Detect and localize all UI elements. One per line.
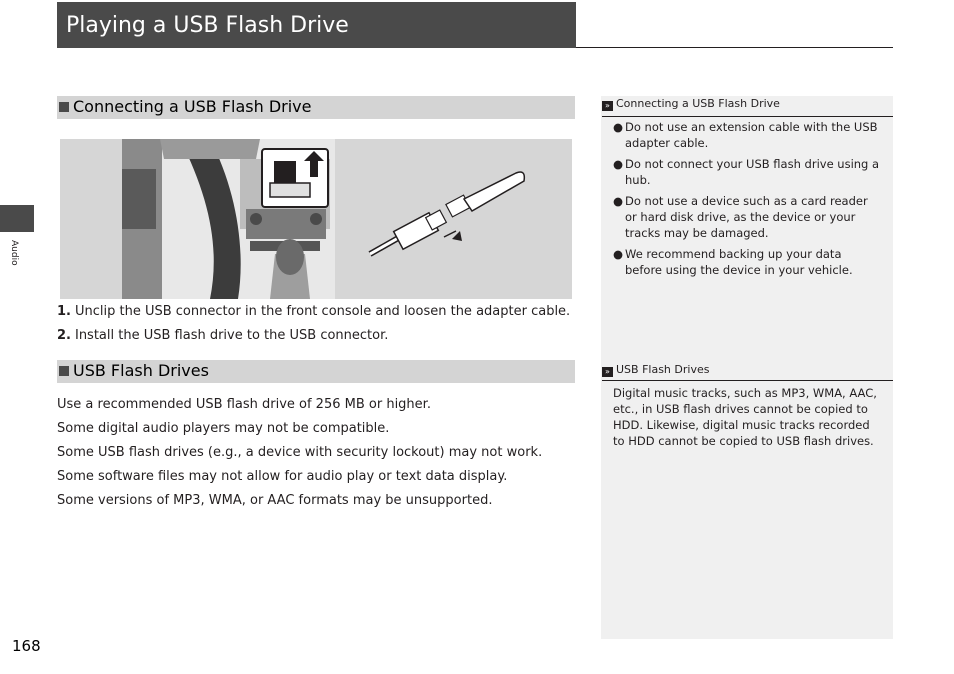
square-icon xyxy=(59,102,69,112)
body-line: Use a recommended USB flash drive of 256 MB or higher. xyxy=(57,397,431,412)
page-number: 168 xyxy=(12,637,41,655)
chapter-label: Audio xyxy=(9,240,19,266)
illustration-svg xyxy=(60,139,572,299)
step-1: 1. Unclip the USB connector in the front console and loosen the adapter cable. xyxy=(57,304,571,319)
note-heading-usb-flash-drives[interactable]: » USB Flash Drives xyxy=(602,363,893,377)
body-line: Some digital audio players may not be compatible. xyxy=(57,421,390,436)
title-rule xyxy=(576,47,893,48)
body-line: Some software files may not allow for audio play or text data display. xyxy=(57,469,508,484)
chapter-tab[interactable] xyxy=(0,205,34,232)
note-heading-connecting[interactable]: » Connecting a USB Flash Drive xyxy=(602,97,893,111)
page-title: Playing a USB Flash Drive xyxy=(66,13,349,38)
square-icon xyxy=(59,366,69,376)
usb-connection-illustration xyxy=(60,139,572,299)
note-rule xyxy=(602,116,893,117)
note-rule xyxy=(602,380,893,381)
section-heading-connecting: Connecting a USB Flash Drive xyxy=(57,96,575,119)
double-chevron-right-icon: » xyxy=(602,367,613,377)
step-2: 2. Install the USB flash drive to the USB connector. xyxy=(57,328,389,343)
section-heading-usb-flash-drives: USB Flash Drives xyxy=(57,360,575,383)
body-line: Some versions of MP3, WMA, or AAC formats may be unsupported. xyxy=(57,493,493,508)
double-chevron-right-icon: » xyxy=(602,101,613,111)
note-paragraph: Digital music tracks, such as MP3, WMA, AAC, etc., in USB flash drives cannot be copied to HDD. Likewise, digital music tracks recorded to HDD cannot be copied to USB flash drives. xyxy=(613,386,877,448)
body-line: Some USB flash drives (e.g., a device with security lockout) may not work. xyxy=(57,445,543,460)
